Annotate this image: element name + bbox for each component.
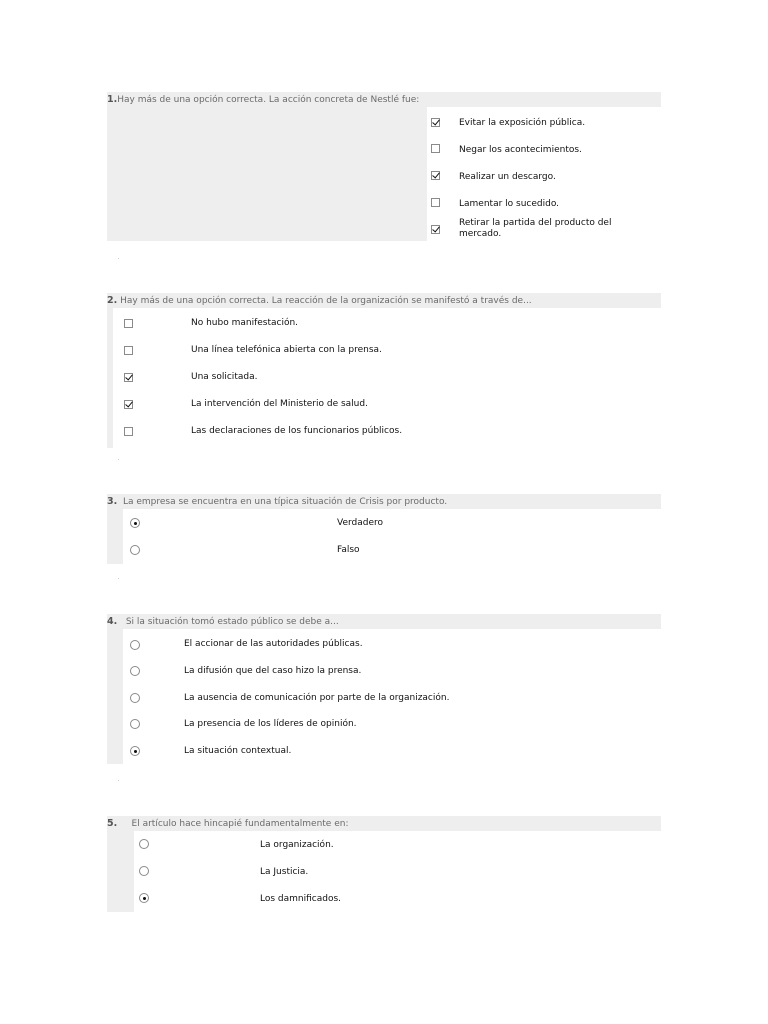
- q1-option-2-checkbox[interactable]: [431, 144, 440, 153]
- q4-option-1-radio[interactable]: [130, 640, 140, 650]
- q2-option-5-label: Las declaraciones de los funcionarios públicos.: [191, 426, 403, 436]
- q1-option-5-label: Retirar la partida del producto del mercado.: [459, 218, 612, 239]
- q2-option-1-checkbox[interactable]: [124, 319, 133, 328]
- question-3-text: La empresa se encuentra en una típica situación de Crisis por producto.: [122, 497, 448, 507]
- q1-option-3-label: Realizar un descargo.: [459, 172, 556, 182]
- q5-option-1-radio[interactable]: [139, 839, 149, 849]
- q2-option-3-label: Una solicitada.: [191, 372, 258, 382]
- q2-option-2-label: Una línea telefónica abierta con la prensa.: [191, 345, 382, 355]
- q3-option-2-radio[interactable]: [130, 545, 140, 555]
- q5-option-2-radio[interactable]: [139, 866, 149, 876]
- question-5-text: El artículo hace hincapié fundamentalmente en:: [131, 819, 349, 829]
- question-2: [107, 293, 661, 448]
- q2-option-4-checkbox[interactable]: [124, 400, 133, 409]
- question-5: [107, 816, 661, 912]
- q5-option-3-label: Los damnificados.: [260, 894, 342, 904]
- q1-option-3-checkbox[interactable]: [431, 171, 440, 180]
- question-4-text: Si la situación tomó estado público se debe a...: [125, 617, 339, 627]
- q1-option-1-checkbox[interactable]: [431, 118, 440, 127]
- q4-option-2-radio[interactable]: [130, 666, 140, 676]
- q5-option-3-radio[interactable]: [139, 893, 149, 903]
- q4-option-4-radio[interactable]: [130, 719, 140, 729]
- q4-option-2-label: La difusión que del caso hizo la prensa.: [184, 666, 362, 676]
- q2-option-1-label: No hubo manifestación.: [191, 318, 299, 328]
- q2-option-5-checkbox[interactable]: [124, 427, 133, 436]
- q2-option-3-checkbox[interactable]: [124, 373, 133, 382]
- question-3: [107, 494, 661, 564]
- question-2-number: 2.: [107, 295, 118, 306]
- question-1-text: Hay más de una opción correcta. La acción concreta de Nestlé fue:: [117, 95, 420, 105]
- q2-option-4-label: La intervención del Ministerio de salud.: [191, 399, 368, 409]
- question-5-header: [107, 816, 661, 831]
- question-2-header: [107, 293, 661, 308]
- question-1-number: 1.: [107, 94, 118, 105]
- question-3-header: [107, 494, 661, 509]
- question-4-header: [107, 614, 661, 629]
- q4-option-4-label: La presencia de los líderes de opinión.: [184, 719, 357, 729]
- question-3-number: 3.: [107, 496, 118, 507]
- q1-option-1-label: Evitar la exposición pública.: [459, 118, 586, 128]
- q1-option-2-label: Negar los acontecimientos.: [459, 145, 582, 155]
- q4-option-3-label: La ausencia de comunicación por parte de la organización.: [184, 693, 450, 703]
- q5-option-2-label: La Justicia.: [260, 867, 309, 877]
- q4-option-5-radio[interactable]: [130, 746, 140, 756]
- q2-option-2-checkbox[interactable]: [124, 346, 133, 355]
- q5-option-1-label: La organización.: [260, 840, 334, 850]
- question-1: [107, 92, 661, 241]
- q4-option-5-label: La situación contextual.: [184, 746, 292, 756]
- q4-option-1-label: El accionar de las autoridades públicas.: [184, 639, 363, 649]
- q1-option-4-checkbox[interactable]: [431, 198, 440, 207]
- q3-option-1-label: Verdadero: [337, 518, 384, 528]
- q3-option-1-radio[interactable]: [130, 518, 140, 528]
- q1-option-5-checkbox[interactable]: [431, 225, 440, 234]
- question-4: [107, 614, 661, 764]
- question-5-number: 5.: [107, 818, 118, 829]
- question-1-header: [107, 92, 661, 107]
- q1-option-4-label: Lamentar lo sucedido.: [459, 199, 560, 209]
- question-2-text: Hay más de una opción correcta. La reacción de la organización se manifestó a través de...: [120, 296, 532, 306]
- question-4-number: 4.: [107, 616, 118, 627]
- q4-option-3-radio[interactable]: [130, 693, 140, 703]
- q3-option-2-label: Falso: [337, 545, 360, 555]
